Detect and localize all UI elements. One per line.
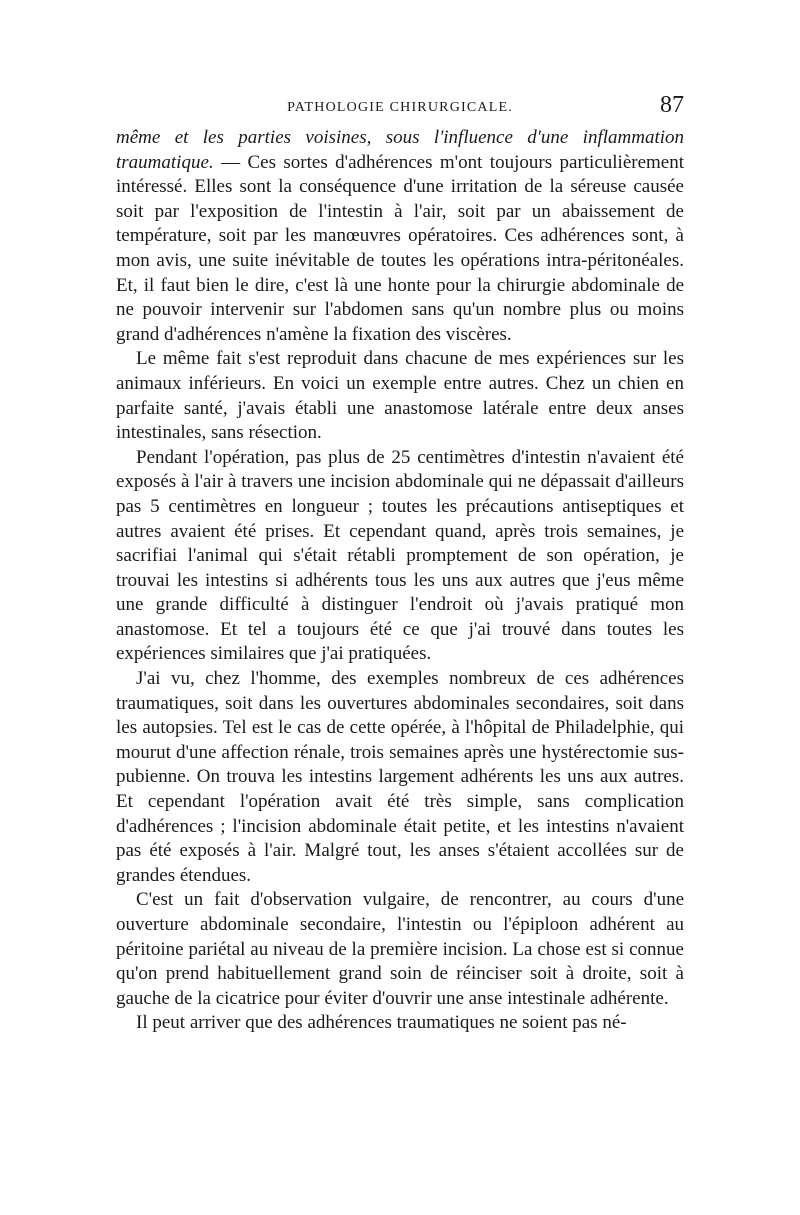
- paragraph: [116, 126, 684, 347]
- paragraph: Le même fait s'est reproduit dans chacune de mes expériences sur les animaux inférieurs. En voici un exemple entre autres. Chez un chien en parfaite santé, j'avais établi une anastomose latérale entre deux anses intestinales, sans résection.: [116, 348, 684, 444]
- running-head: PATHOLOGIE CHIRURGICALE.: [287, 100, 513, 115]
- body-text: [116, 126, 684, 1036]
- book-page: [116, 92, 684, 1036]
- paragraph: J'ai vu, chez l'homme, des exemples nombreux de ces adhérences traumatiques, soit dans les ouvertures abdominales secondaires, soit dans les autopsies. Tel est le cas de cette opérée, à l'hôpital de Philadelphie, qui mourut d'une affection rénale, trois semaines après une hystérectomie sus-pubienne. On trouva les intestins largement adhérents les uns aux autres. Et cependant l'opération avait été très simple, sans complication d'adhérences ; l'incision abdominale était petite, et les intestins n'avaient pas été exposés à l'air. Malgré tout, les anses s'étaient accollées sur de grandes étendues.: [116, 668, 684, 886]
- paragraph: C'est un fait d'observation vulgaire, de rencontrer, au cours d'une ouverture abdominale secondaire, l'intestin ou l'épiploon adhérent au péritoine pariétal au niveau de la première incision. La chose est si connue qu'on prend habituellement grand soin de réinciser soit à droite, soit à gauche de la cicatrice pour éviter d'ouvrir une anse intestinale adhérente.: [116, 889, 684, 1009]
- paragraph-text: — Ces sortes d'adhérences m'ont toujours particulièrement intéressé. Elles sont la conséquence d'une irritation de la séreuse causée soit par l'exposition de l'intestin à l'air, soit par un abaissement de température, soit par les manœuvres opératoires. Ces adhérences sont, à mon avis, une suite inévitable de toutes les opérations intra-péritonéales. Et, il faut bien le dire, c'est là une honte pour la chirurgie abdominale de ne pouvoir intervenir sur l'abdomen sans qu'un nombre plus ou moins grand d'adhérences n'amène la fixation des viscères.: [116, 151, 684, 345]
- italic-lead: même et les parties voisines, sous l'influence d'une inflammation traumatique.: [116, 127, 684, 173]
- paragraph: Il peut arriver que des adhérences traumatiques ne soient pas né-: [136, 1012, 627, 1034]
- paragraph: Pendant l'opération, pas plus de 25 centimètres d'intestin n'avaient été exposés à l'air à travers une incision abdominale qui ne dépassait d'ailleurs pas 5 centimètres en longueur ; toutes les précautions antiseptiques et autres avaient été prises. Et cependant quand, après trois semaines, je sacrifiai l'animal qui s'était rétabli promptement de son opération, je trouvai les intestins si adhérents tous les uns aux autres que j'eus même une grande difficulté à distinguer l'endroit où j'avais pratiqué mon anastomose. Et tel a toujours été ce que j'ai trouvé dans toutes les expériences similaires que j'ai pratiquées.: [116, 446, 684, 665]
- page-header: [116, 92, 684, 126]
- page-number: 87: [660, 92, 684, 118]
